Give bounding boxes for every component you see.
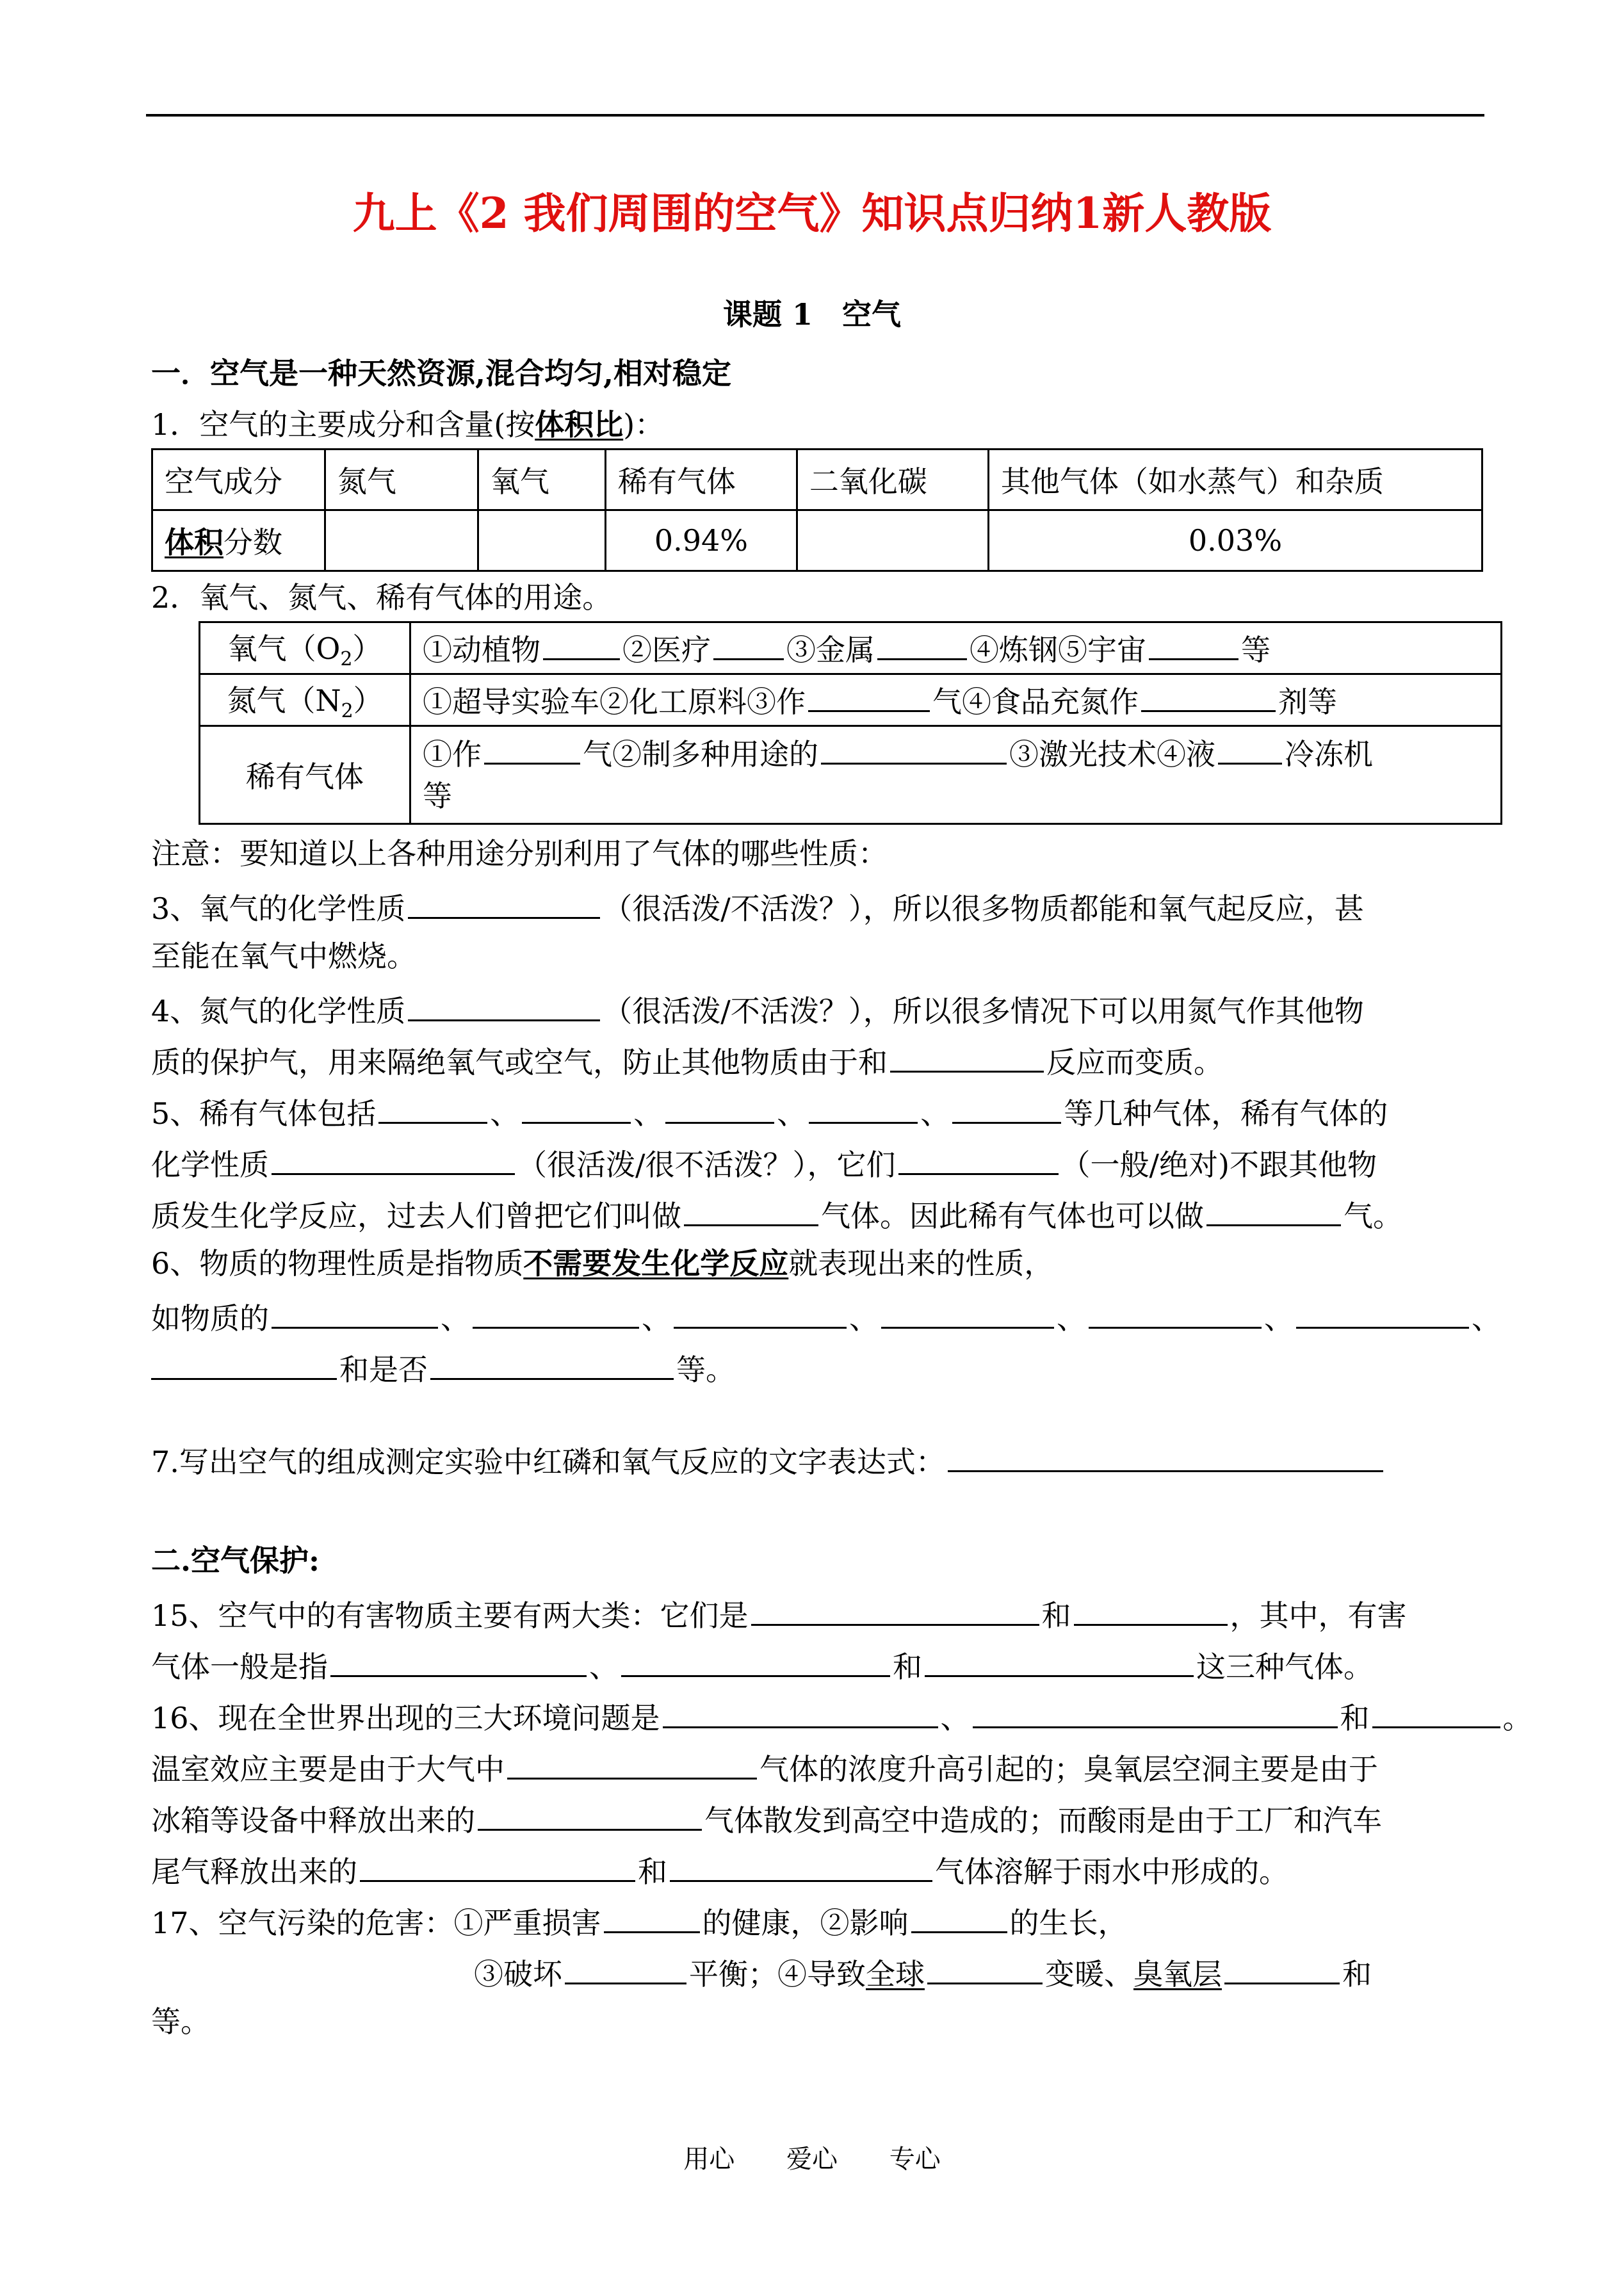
blank[interactable] bbox=[522, 1092, 631, 1124]
blank[interactable] bbox=[927, 1953, 1043, 1984]
question-4-line-1: 4、氮气的化学性质 （很活泼/不活泼？），所以很多情况下可以用氮气作其他物 bbox=[151, 990, 1364, 1029]
section-2-heading: 二.空气保护: bbox=[151, 1543, 320, 1578]
header-cell: 稀有气体 bbox=[605, 450, 797, 510]
blank[interactable] bbox=[360, 1851, 635, 1882]
question-1: 1．空气的主要成分和含量(按体积比)： bbox=[151, 407, 665, 442]
blank[interactable] bbox=[621, 1646, 890, 1677]
question-16-line-1: 16、现在全世界出现的三大环境问题是 、 和 。 bbox=[151, 1697, 1532, 1736]
blank[interactable] bbox=[478, 1799, 702, 1831]
blank[interactable] bbox=[1218, 733, 1282, 765]
blank[interactable] bbox=[911, 1902, 1007, 1933]
footer-text: 专心 bbox=[889, 2145, 941, 2174]
section-1-heading: 一．空气是一种天然资源,混合均匀,相对稳定 bbox=[151, 356, 732, 391]
blank[interactable] bbox=[272, 1144, 515, 1175]
question-17-line-2: ③破坏 平衡；④导致全球 变暖、臭氧层 和 bbox=[474, 1953, 1372, 1992]
blank[interactable] bbox=[684, 1195, 818, 1226]
question-5-line-2: 化学性质 （很活泼/很不活泼？），它们 （一般/绝对)不跟其他物 bbox=[151, 1144, 1377, 1183]
header-cell: 氮气 bbox=[325, 450, 478, 510]
row-label-cell: 体积分数 bbox=[152, 510, 325, 571]
air-composition-table bbox=[151, 448, 1483, 572]
header-cell: 空气成分 bbox=[152, 450, 325, 510]
no-chemical-reaction-emphasis: 不需要发生化学反应 bbox=[523, 1246, 789, 1281]
blank[interactable] bbox=[809, 1092, 918, 1124]
page-footer bbox=[0, 2139, 1624, 2175]
blank[interactable] bbox=[898, 1144, 1059, 1175]
gas-uses-table bbox=[199, 621, 1502, 825]
question-15-line-2: 气体一般是指 、 和 这三种气体。 bbox=[151, 1646, 1373, 1685]
blank[interactable] bbox=[663, 1697, 938, 1728]
empty-cell bbox=[325, 510, 478, 571]
blank[interactable] bbox=[925, 1646, 1194, 1677]
question-7: 7.写出空气的组成测定实验中红磷和氧气反应的文字表达式： bbox=[151, 1441, 1386, 1480]
blank[interactable] bbox=[1224, 1953, 1340, 1984]
blank[interactable] bbox=[674, 1297, 847, 1329]
table-row bbox=[200, 674, 1502, 726]
blank[interactable] bbox=[1074, 1594, 1228, 1626]
blank[interactable] bbox=[881, 1297, 1054, 1329]
rare-gas-percent: 0.94% bbox=[605, 510, 797, 571]
blank[interactable] bbox=[272, 1297, 438, 1329]
blank[interactable] bbox=[948, 1441, 1383, 1472]
question-3-line-1: 3、氧气的化学性质 （很活泼/不活泼？），所以很多物质都能和氧气起反应，甚 bbox=[151, 888, 1364, 927]
blank[interactable] bbox=[543, 629, 620, 660]
blank[interactable] bbox=[877, 629, 967, 660]
question-16-line-2: 温室效应主要是由于大气中 气体的浓度升高引起的；臭氧层空洞主要是由于 bbox=[151, 1748, 1378, 1787]
blank[interactable] bbox=[821, 733, 1007, 765]
empty-cell bbox=[797, 510, 988, 571]
blank[interactable] bbox=[665, 1092, 774, 1124]
question-2: 2．氧气、氮气、稀有气体的用途。 bbox=[151, 580, 612, 615]
question-17-line-3: 等。 bbox=[151, 2004, 210, 2039]
blank[interactable] bbox=[1296, 1297, 1469, 1329]
blank[interactable] bbox=[330, 1646, 587, 1677]
header-rule bbox=[146, 114, 1484, 117]
blank[interactable] bbox=[808, 681, 930, 712]
blank[interactable] bbox=[565, 1953, 686, 1984]
lesson-title: 课题 1 空气 bbox=[722, 297, 902, 332]
other-gas-percent: 0.03% bbox=[988, 510, 1482, 571]
blank[interactable] bbox=[151, 1349, 337, 1380]
blank[interactable] bbox=[1141, 681, 1276, 712]
document-title: 九上《2 我们周围的空气》知识点归纳1新人教版 bbox=[352, 188, 1272, 238]
blank[interactable] bbox=[1089, 1297, 1262, 1329]
blank[interactable] bbox=[1372, 1697, 1500, 1728]
question-5-line-1: 5、稀有气体包括 、 、 、 、 等几种气体，稀有气体的 bbox=[151, 1092, 1388, 1131]
volume-ratio-emphasis: 体积比 bbox=[535, 407, 624, 442]
question-6-line-2: 如物质的 、 、 、 、 、 、 bbox=[151, 1297, 1501, 1336]
header-cell: 氧气 bbox=[478, 450, 605, 510]
blank[interactable] bbox=[473, 1297, 639, 1329]
footer-text: 用心 bbox=[683, 2145, 735, 2174]
blank[interactable] bbox=[430, 1349, 674, 1380]
table-row bbox=[152, 510, 1482, 571]
nitrogen-label: 氮气$(N_2)$ bbox=[200, 674, 410, 726]
table-row bbox=[200, 622, 1502, 674]
blank[interactable] bbox=[1206, 1195, 1341, 1226]
blank[interactable] bbox=[408, 990, 600, 1021]
blank[interactable] bbox=[378, 1092, 487, 1124]
question-6-line-1: 6、物质的物理性质是指物质不需要发生化学反应就表现出来的性质， bbox=[151, 1246, 1054, 1281]
question-3-line-2: 至能在氧气中燃烧。 bbox=[151, 939, 416, 973]
blank[interactable] bbox=[890, 1041, 1044, 1073]
header-cell: 其他气体（如水蒸气）和杂质 bbox=[988, 450, 1482, 510]
question-5-line-3: 质发生化学反应，过去人们曾把它们叫做 气体。因此稀有气体也可以做 气。 bbox=[151, 1195, 1402, 1234]
header-cell: 二氧化碳 bbox=[797, 450, 988, 510]
blank[interactable] bbox=[1149, 629, 1238, 660]
blank[interactable] bbox=[408, 888, 600, 919]
table-row bbox=[152, 450, 1482, 510]
rare-gas-label: 稀有气体 bbox=[200, 726, 410, 824]
blank[interactable] bbox=[604, 1902, 700, 1933]
blank[interactable] bbox=[713, 629, 784, 660]
table-row bbox=[200, 726, 1502, 824]
oxygen-label: 氧气$(O_2)$ bbox=[200, 622, 410, 674]
question-17-line-1: 17、空气污染的危害：①严重损害 的健康，②影响 的生长， bbox=[151, 1902, 1128, 1941]
question-16-line-3: 冰箱等设备中释放出来的 气体散发到高空中造成的；而酸雨是由于工厂和汽车 bbox=[151, 1799, 1382, 1838]
rare-gas-uses: ①作 气②制多种用途的 ③激光技术④液 冷冻机 等 bbox=[410, 726, 1502, 824]
footer-text: 爱心 bbox=[786, 2145, 838, 2174]
blank[interactable] bbox=[952, 1092, 1061, 1124]
blank[interactable] bbox=[484, 733, 580, 765]
note: 注意：要知道以上各种用途分别利用了气体的哪些性质： bbox=[151, 836, 888, 871]
question-4-line-2: 质的保护气，用来隔绝氧气或空气，防止其他物质由于和 反应而变质。 bbox=[151, 1041, 1223, 1080]
empty-cell bbox=[478, 510, 605, 571]
question-16-line-4: 尾气释放出来的 和 气体溶解于雨水中形成的。 bbox=[151, 1851, 1288, 1890]
question-6-line-3: 和是否 等。 bbox=[151, 1349, 735, 1388]
nitrogen-uses: ①超导实验车②化工原料③作 气④食品充氮作 剂等 bbox=[410, 674, 1502, 726]
oxygen-uses: ①动植物 ②医疗 ③金属 ④炼钢⑤宇宙 等 bbox=[410, 622, 1502, 674]
question-15-line-1: 15、空气中的有害物质主要有两大类：它们是 和 ，其中，有害 bbox=[151, 1594, 1407, 1634]
blank[interactable] bbox=[507, 1748, 757, 1780]
blank[interactable] bbox=[751, 1594, 1039, 1626]
blank[interactable] bbox=[670, 1851, 932, 1882]
blank[interactable] bbox=[973, 1697, 1338, 1728]
